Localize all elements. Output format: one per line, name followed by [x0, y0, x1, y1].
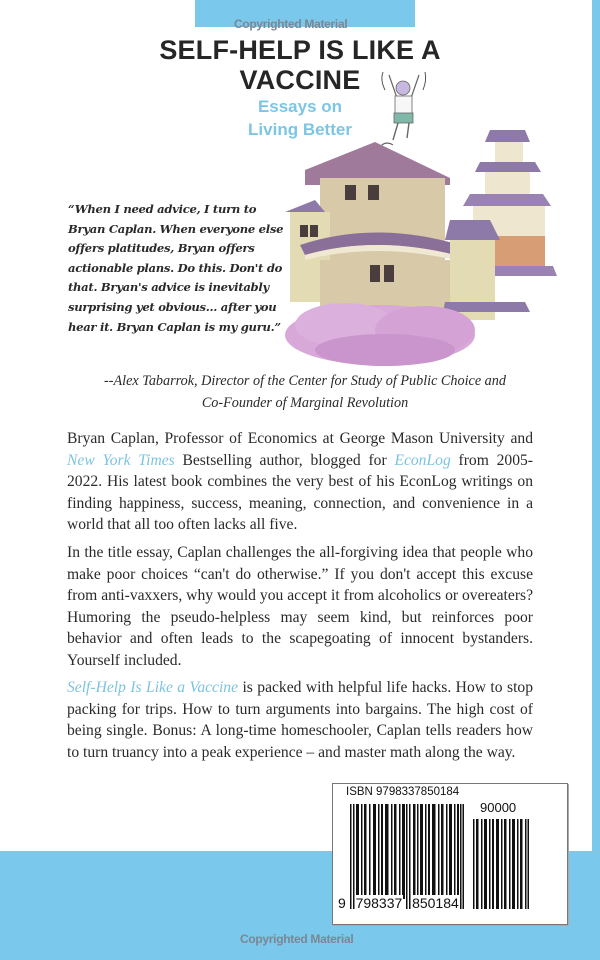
title-line-2: VACCINE	[239, 65, 361, 95]
digit-group-2: 850184	[412, 895, 459, 911]
endorsement-quote: “When I need advice, I turn to Bryan Caplan. When everyone else offers platitudes, Bryan offers actionable plans. Do this. Don't do that. Bryan's advice is inevitably surprising yet obvious… after you hear it. Bryan Caplan is my guru.”	[68, 202, 284, 334]
copyright-watermark-bottom: Copyrighted Material	[240, 932, 354, 946]
digit-group-1: 798337	[355, 895, 403, 911]
nyt-reference: New York Times	[67, 451, 175, 469]
description-paragraph-3	[67, 677, 533, 763]
copyright-watermark-top: Copyrighted Material	[234, 17, 348, 31]
barcode-main-icon	[350, 804, 464, 909]
p3-text: is packed with helpful life hacks. How to stop packing for trips. How to turn arguments into bargains. The high cost of being single. Bonus: A long-time homeschooler, Caplan tells readers how to turn truancy into a peak experience – and master math along the way.	[67, 679, 533, 761]
attribution-line-2: Co-Founder of Marginal Revolution	[201, 395, 409, 411]
isbn-label: ISBN 9798337850184	[346, 786, 460, 798]
barcode-addon-icon	[473, 819, 529, 909]
jumping-kid-icon	[379, 72, 426, 148]
econlog-reference: EconLog	[394, 451, 451, 469]
p1-text-a: Bryan Caplan, Professor of Economics at George Mason University and	[67, 430, 533, 447]
house-illustration	[285, 70, 560, 370]
digit-first: 9	[338, 895, 346, 911]
price-code: 90000	[480, 800, 517, 815]
title-line-1: SELF-HELP IS LIKE A	[159, 35, 441, 65]
attribution-line-1: --Alex Tabarrok, Director of the Center for Study of Public Choice and	[104, 373, 506, 389]
p1-text-b: Bestselling author, blogged for	[174, 451, 395, 469]
book-title-reference: Self-Help Is Like a Vaccine	[67, 679, 239, 696]
subtitle-line-2: Living Better	[248, 120, 352, 139]
quote-attribution	[60, 370, 550, 414]
description-paragraph-1	[67, 428, 533, 536]
p1-text-c: from 2005-2022. His latest book combines the very best of his EconLog writings on finding happiness, success, meaning, connection, and convenience in a world that all too often lacks all five.	[67, 451, 533, 533]
right-accent-strip	[592, 0, 600, 851]
barcode-digits	[337, 895, 460, 911]
description-paragraph-2: In the title essay, Caplan challenges the all-forgiving idea that people who make poor choices “can't do otherwise.” If you don't accept this excuse from anti-vaxxers, why would you accept it from alcoholics or overeaters? Humoring the pseudo-helpless may seem kind, but reinforces poor behavior and often leads to the scapegoating of innocent bystanders. Yourself included.	[67, 544, 533, 669]
subtitle-line-1: Essays on	[257, 97, 343, 116]
isbn-barcode	[332, 783, 568, 925]
